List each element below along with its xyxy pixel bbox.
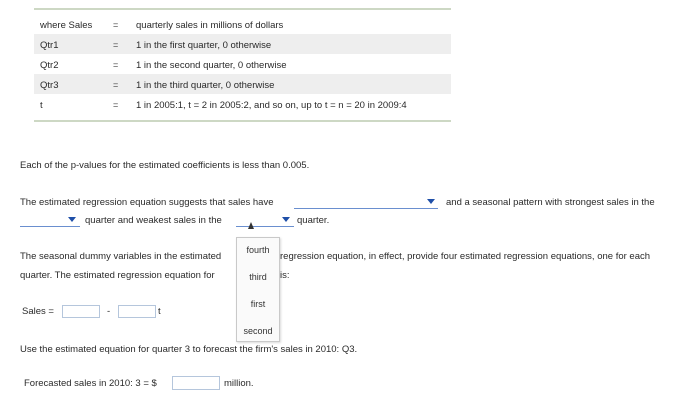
trend-dropdown-line bbox=[294, 208, 438, 209]
definition-desc: 1 in the third quarter, 0 otherwise bbox=[136, 80, 275, 91]
menu-option-fourth[interactable]: fourth bbox=[246, 245, 270, 255]
menu-option-first[interactable]: first bbox=[250, 299, 266, 309]
chevron-down-icon[interactable] bbox=[282, 217, 290, 222]
definition-equals: = bbox=[113, 80, 119, 90]
slope-input[interactable] bbox=[118, 305, 156, 318]
definition-desc: 1 in the second quarter, 0 otherwise bbox=[136, 60, 287, 71]
trend-prompt: The estimated regression equation suggests that sales have bbox=[20, 197, 274, 208]
definition-term: Qtr2 bbox=[40, 60, 59, 71]
t-variable: t bbox=[158, 306, 161, 317]
forecast-input[interactable] bbox=[172, 376, 220, 390]
definition-equals: = bbox=[113, 100, 119, 110]
is-suffix: is: bbox=[280, 270, 290, 281]
definition-term: where Sales bbox=[40, 20, 93, 31]
definition-term: Qtr3 bbox=[40, 80, 59, 91]
seasonal-pattern-text: and a seasonal pattern with strongest sales in the bbox=[446, 197, 655, 208]
quarter-dropdown-menu bbox=[236, 237, 280, 342]
table-top-rule bbox=[34, 8, 451, 10]
mouse-cursor-icon bbox=[248, 222, 254, 229]
definition-equals: = bbox=[113, 40, 119, 50]
million-unit: million. bbox=[224, 378, 254, 389]
pvalue-note: Each of the p-values for the estimated coefficients is less than 0.005. bbox=[20, 160, 310, 171]
chevron-down-icon[interactable] bbox=[427, 199, 435, 204]
quarter-suffix: quarter. bbox=[297, 215, 330, 226]
quarter-equation-prompt: quarter. The estimated regression equation for bbox=[20, 270, 215, 281]
definition-desc: 1 in the first quarter, 0 otherwise bbox=[136, 40, 272, 51]
forecast-label: Forecasted sales in 2010: 3 = $ bbox=[24, 378, 157, 389]
forecast-question: Use the estimated equation for quarter 3 to forecast the firm's sales in 2010: Q3. bbox=[20, 344, 358, 355]
definition-equals: = bbox=[113, 60, 119, 70]
weakest-prompt: quarter and weakest sales in the bbox=[85, 215, 222, 226]
menu-option-second[interactable]: second bbox=[243, 326, 273, 336]
strongest-quarter-dropdown-line bbox=[20, 226, 80, 227]
seasonal-prompt-cont: regression equation, in effect, provide four estimated regression equations, one for each bbox=[280, 251, 651, 262]
minus-sign: - bbox=[107, 306, 111, 317]
definition-term: t bbox=[40, 100, 43, 111]
definition-desc: 1 in 2005:1, t = 2 in 2005:2, and so on, up to t = n = 20 in 2009:4 bbox=[136, 100, 407, 111]
seasonal-prompt: The seasonal dummy variables in the estimated bbox=[20, 251, 222, 262]
chevron-down-icon[interactable] bbox=[68, 217, 76, 222]
definition-equals: = bbox=[113, 20, 119, 30]
intercept-input[interactable] bbox=[62, 305, 100, 318]
definition-desc: quarterly sales in millions of dollars bbox=[136, 20, 284, 31]
weakest-quarter-dropdown-line bbox=[236, 226, 294, 227]
menu-option-third[interactable]: third bbox=[249, 272, 267, 282]
sales-label: Sales = bbox=[22, 306, 54, 317]
definition-term: Qtr1 bbox=[40, 40, 59, 51]
table-bottom-rule bbox=[34, 120, 451, 122]
